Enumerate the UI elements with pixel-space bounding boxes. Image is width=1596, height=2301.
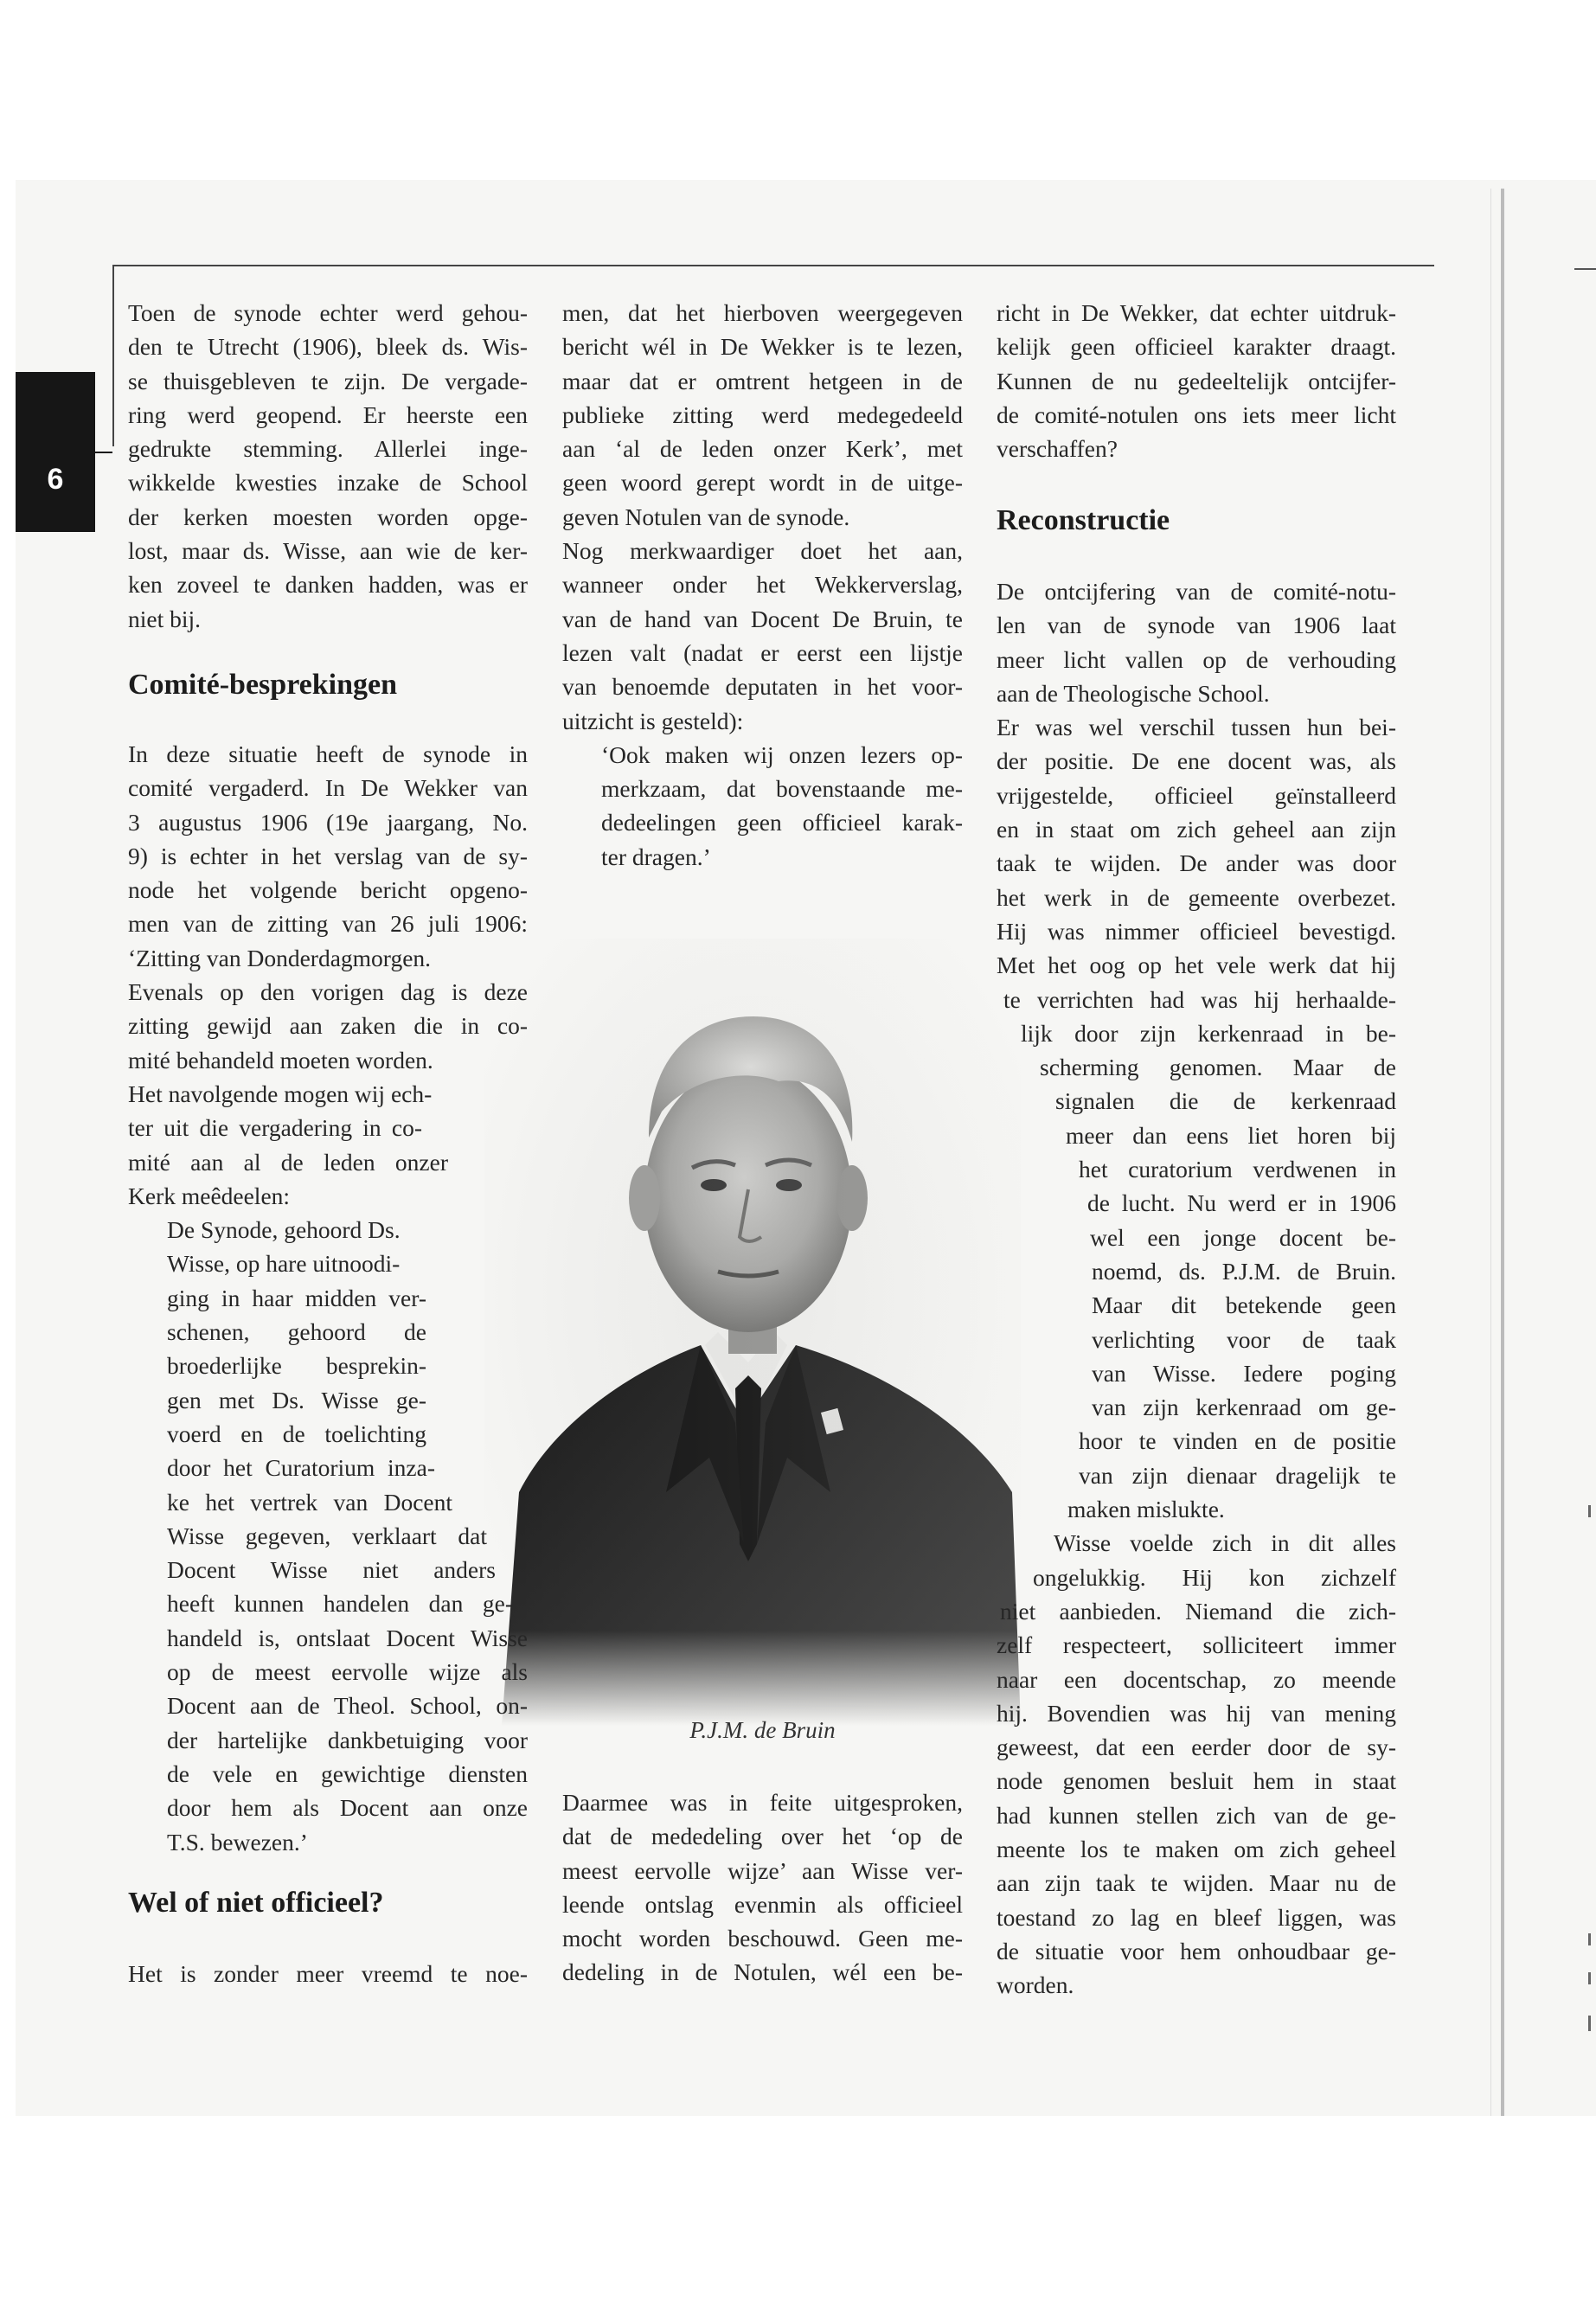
text-line: broederlijke besprekin- (167, 1352, 426, 1380)
text-line: Wisse, op hare uitnoodi- (167, 1250, 401, 1278)
text-line: niet bij. (128, 605, 202, 632)
text-line: van zijn dienaar dragelijk te (1079, 1461, 1396, 1489)
text-line: taak te wijden. De ander was door (997, 849, 1396, 877)
text-line: noemd, ds. P.J.M. de Bruin. (1092, 1257, 1396, 1285)
text-line: op de meest eervolle wijze als (167, 1658, 528, 1686)
text-line: der kerken moesten worden opge- (128, 503, 528, 530)
text-line: publieke zitting werd medegedeeld (562, 401, 963, 428)
text-line: 9) is echter in het verslag van de sy- (128, 842, 528, 869)
next-page-edge (1501, 189, 1504, 2116)
text-line: ter uit die vergadering in co- (128, 1114, 422, 1142)
text-line: te verrichten had was hij herhaalde- (1003, 985, 1396, 1013)
header-rule-vertical (112, 265, 114, 446)
text-line: aan de Theologische School. (997, 679, 1270, 707)
text-line: node genomen besluit hem in staat (997, 1767, 1396, 1795)
text-line: wanneer onder het Wekkerverslag, (562, 571, 963, 599)
text-line: van de hand van Docent De Bruin, te (562, 605, 963, 632)
text-line: Er was wel verschil tussen hun bei- (997, 714, 1396, 741)
text-line: In deze situatie heeft de synode in (128, 740, 528, 767)
text-line: Kunnen de nu gedeeltelijk ontcijfer- (997, 367, 1396, 394)
text-line: de comité-notulen ons iets meer licht (997, 401, 1396, 428)
portrait-photo (484, 939, 1021, 1726)
column-1-intro (128, 296, 528, 636)
text-line: heeft kunnen handelen dan ge- (167, 1590, 513, 1618)
page-number: 6 (47, 463, 64, 496)
text-line: De Synode, gehoord Ds. (167, 1216, 401, 1244)
text-line: had kunnen stellen zich van de ge- (997, 1801, 1396, 1829)
text-line: Het is zonder meer vreemd te noe- (128, 1960, 528, 1987)
text-line: merkzaam, dat bovenstaande me- (601, 775, 963, 803)
text-line: Daarmee was in feite uitgesproken, (562, 1789, 963, 1816)
text-line: gedrukte stemming. Allerlei inge- (128, 435, 528, 463)
text-line: scherming genomen. Maar de (1040, 1054, 1396, 1081)
text-line: geven Notulen van de synode. (562, 503, 850, 530)
text-line: het curatorium verdwenen in (1079, 1156, 1396, 1183)
portrait-caption: P.J.M. de Bruin (689, 1717, 836, 1743)
text-line: aan ‘al de leden onzer Kerk’, met (562, 435, 963, 463)
text-line: gen met Ds. Wisse ge- (167, 1386, 426, 1413)
text-line: 3 augustus 1906 (19e jaargang, No. (128, 808, 528, 836)
facing-page-mark (1588, 1505, 1591, 1517)
text-line: het werk in de gemeente overbezet. (997, 883, 1396, 911)
text-line: schenen, gehoord de (167, 1318, 426, 1346)
text-line: Hij was nimmer officieel bevestigd. (997, 917, 1396, 945)
text-line: meer dan eens liet horen bij (1066, 1121, 1396, 1149)
text-line: van zijn kerkenraad om ge- (1092, 1394, 1396, 1421)
text-line: naar een docentschap, zo meende (997, 1665, 1396, 1693)
text-line: handeld is, ontslaat Docent Wisse (167, 1624, 528, 1651)
text-line: Nog merkwaardiger doet het aan, (562, 537, 963, 565)
header-rule (112, 265, 1434, 266)
facing-page-mark (1588, 2016, 1591, 2031)
text-line: uitzicht is gesteld): (562, 707, 744, 734)
text-line: richt in De Wekker, dat echter uitdruk- (997, 299, 1396, 326)
text-line: meer licht vallen op de verhouding (997, 645, 1396, 673)
text-line: ongelukkig. Hij kon zichzelf (1033, 1563, 1396, 1591)
text-line: leende ontslag evenmin als officieel (562, 1890, 963, 1918)
text-line: lezen valt (nadat er eerst een lijstje (562, 638, 963, 666)
text-line: maar dat er omtrent hetgeen in de (562, 367, 963, 394)
column-3-body (997, 574, 1396, 2002)
text-line: geweest, dat een eerder door de sy- (997, 1734, 1396, 1761)
text-line: Het navolgende mogen wij ech- (128, 1080, 433, 1107)
text-line: bericht wél in De Wekker is te lezen, (562, 333, 963, 361)
text-line: node het volgende bericht opgeno- (128, 876, 528, 904)
text-line: vrijgestelde, officieel geïnstalleerd (997, 781, 1396, 809)
text-line: ‘Zitting van Donderdagmorgen. (128, 944, 432, 971)
text-line: Kerk meêdeelen: (128, 1182, 291, 1209)
text-line: de situatie voor hem onhoudbaar ge- (997, 1937, 1396, 1965)
text-line: voerd en de toelichting (167, 1420, 426, 1447)
text-line: Wisse gegeven, verklaart dat (167, 1522, 487, 1549)
text-line: se thuisgebleven te zijn. De vergade- (128, 367, 528, 394)
text-line: zitting gewijd aan zaken die in co- (128, 1012, 528, 1040)
text-line: door het Curatorium inza- (167, 1454, 435, 1482)
text-line: ke het vertrek van Docent (167, 1488, 452, 1516)
text-line: mité behandeld moeten worden. (128, 1046, 433, 1074)
text-line: mité aan al de leden onzer (128, 1148, 448, 1176)
text-line: len van de synode van 1906 laat (997, 612, 1396, 639)
text-line: verschaffen? (997, 435, 1118, 463)
text-line: mocht worden beschouwd. Geen me- (562, 1925, 963, 1952)
text-line: kelijk geen officieel karakter draagt. (997, 333, 1396, 361)
text-line: wel een jonge docent be- (1090, 1223, 1396, 1251)
facing-page-mark (1588, 1972, 1591, 1984)
text-line: van benoemde deputaten in het voor- (562, 673, 963, 701)
text-line: T.S. bewezen.’ (167, 1828, 308, 1856)
heading-reconstructie: Reconstructie (997, 504, 1170, 536)
text-line: hoor te vinden en de positie (1079, 1427, 1396, 1455)
text-line: hij. Bovendien was hij van mening (997, 1699, 1396, 1727)
text-line: Toen de synode echter werd gehou- (128, 299, 528, 326)
text-line: Evenals op den vorigen dag is deze (128, 978, 528, 1006)
text-line: niet aanbieden. Niemand die zich- (1000, 1597, 1396, 1625)
text-line: men van de zitting van 26 juli 1906: (128, 910, 528, 938)
text-line: ter dragen.’ (601, 843, 711, 870)
text-line: Docent Wisse niet anders (167, 1556, 496, 1584)
column-3-intro (997, 296, 1396, 465)
page-tab-rule (16, 452, 112, 453)
text-line: dedeling in de Notulen, wél een be- (562, 1958, 963, 1986)
heading-wel-of-niet-officieel: Wel of niet officieel? (128, 1887, 384, 1919)
text-line: ken zoveel te danken hadden, was er (128, 571, 528, 599)
text-line: geen woord gerept wordt in de uitge- (562, 469, 963, 497)
next-page-rule (1574, 268, 1596, 270)
text-line: van Wisse. Iedere poging (1092, 1359, 1396, 1387)
heading-comite-besprekingen: Comité-besprekingen (128, 669, 398, 701)
text-line: dedeelingen geen officieel karak- (601, 809, 963, 836)
text-line: Docent aan de Theol. School, on- (167, 1692, 528, 1720)
text-line: de vele en gewichtige diensten (167, 1759, 528, 1787)
text-line: worden. (997, 1971, 1074, 1999)
text-line: Wisse voelde zich in dit alles (1054, 1529, 1396, 1557)
text-line: Met het oog op het vele werk dat hij (997, 952, 1396, 979)
text-line: ring werd geopend. Er heerste een (128, 401, 528, 428)
column-2-after (562, 1785, 963, 1990)
text-line: der positie. De ene docent was, als (997, 747, 1396, 775)
text-line: dat de mededeling over het ‘op de (562, 1823, 963, 1850)
text-line: verlichting voor de taak (1092, 1325, 1396, 1353)
text-line: signalen die de kerkenraad (1055, 1087, 1396, 1115)
text-line: ‘Ook maken wij onzen lezers op- (601, 740, 963, 768)
text-line: toestand zo lag en bleef liggen, was (997, 1903, 1396, 1931)
text-line: door hem als Docent aan onze (167, 1794, 528, 1822)
text-line: lijk door zijn kerkenraad in be- (1021, 1019, 1396, 1047)
text-line: ging in haar midden ver- (167, 1284, 426, 1311)
text-line: de lucht. Nu werd er in 1906 (1087, 1189, 1396, 1217)
column-1-body (128, 737, 528, 1859)
text-line: der hartelijke dankbetuiging voor (167, 1726, 528, 1753)
text-line: Maar dit betekende geen (1092, 1292, 1396, 1319)
text-line: meente los te maken om zich geheel (997, 1835, 1396, 1862)
column-2-text (562, 296, 963, 874)
text-line: den te Utrecht (1906), bleek ds. Wis- (128, 333, 528, 361)
text-line: zelf respecteert, solliciteert immer (997, 1631, 1396, 1659)
text-line: men, dat het hierboven weergegeven (562, 299, 963, 326)
text-line: en in staat om zich geheel aan zijn (997, 816, 1396, 843)
text-line: meest eervolle wijze’ aan Wisse ver- (562, 1856, 963, 1884)
text-line: maken mislukte. (1067, 1496, 1225, 1523)
text-line: lost, maar ds. Wisse, aan wie de ker- (128, 537, 528, 565)
text-line: wikkelde kwesties inzake de School (128, 469, 528, 497)
page-gutter-shadow (1490, 189, 1491, 2116)
text-line: comité vergaderd. In De Wekker van (128, 774, 528, 802)
facing-page-mark (1588, 1933, 1591, 1945)
column-1-tail (128, 1957, 528, 1990)
text-line: De ontcijfering van de comité-notu- (997, 578, 1396, 605)
text-line: aan zijn taak te wijden. Maar nu de (997, 1869, 1396, 1897)
